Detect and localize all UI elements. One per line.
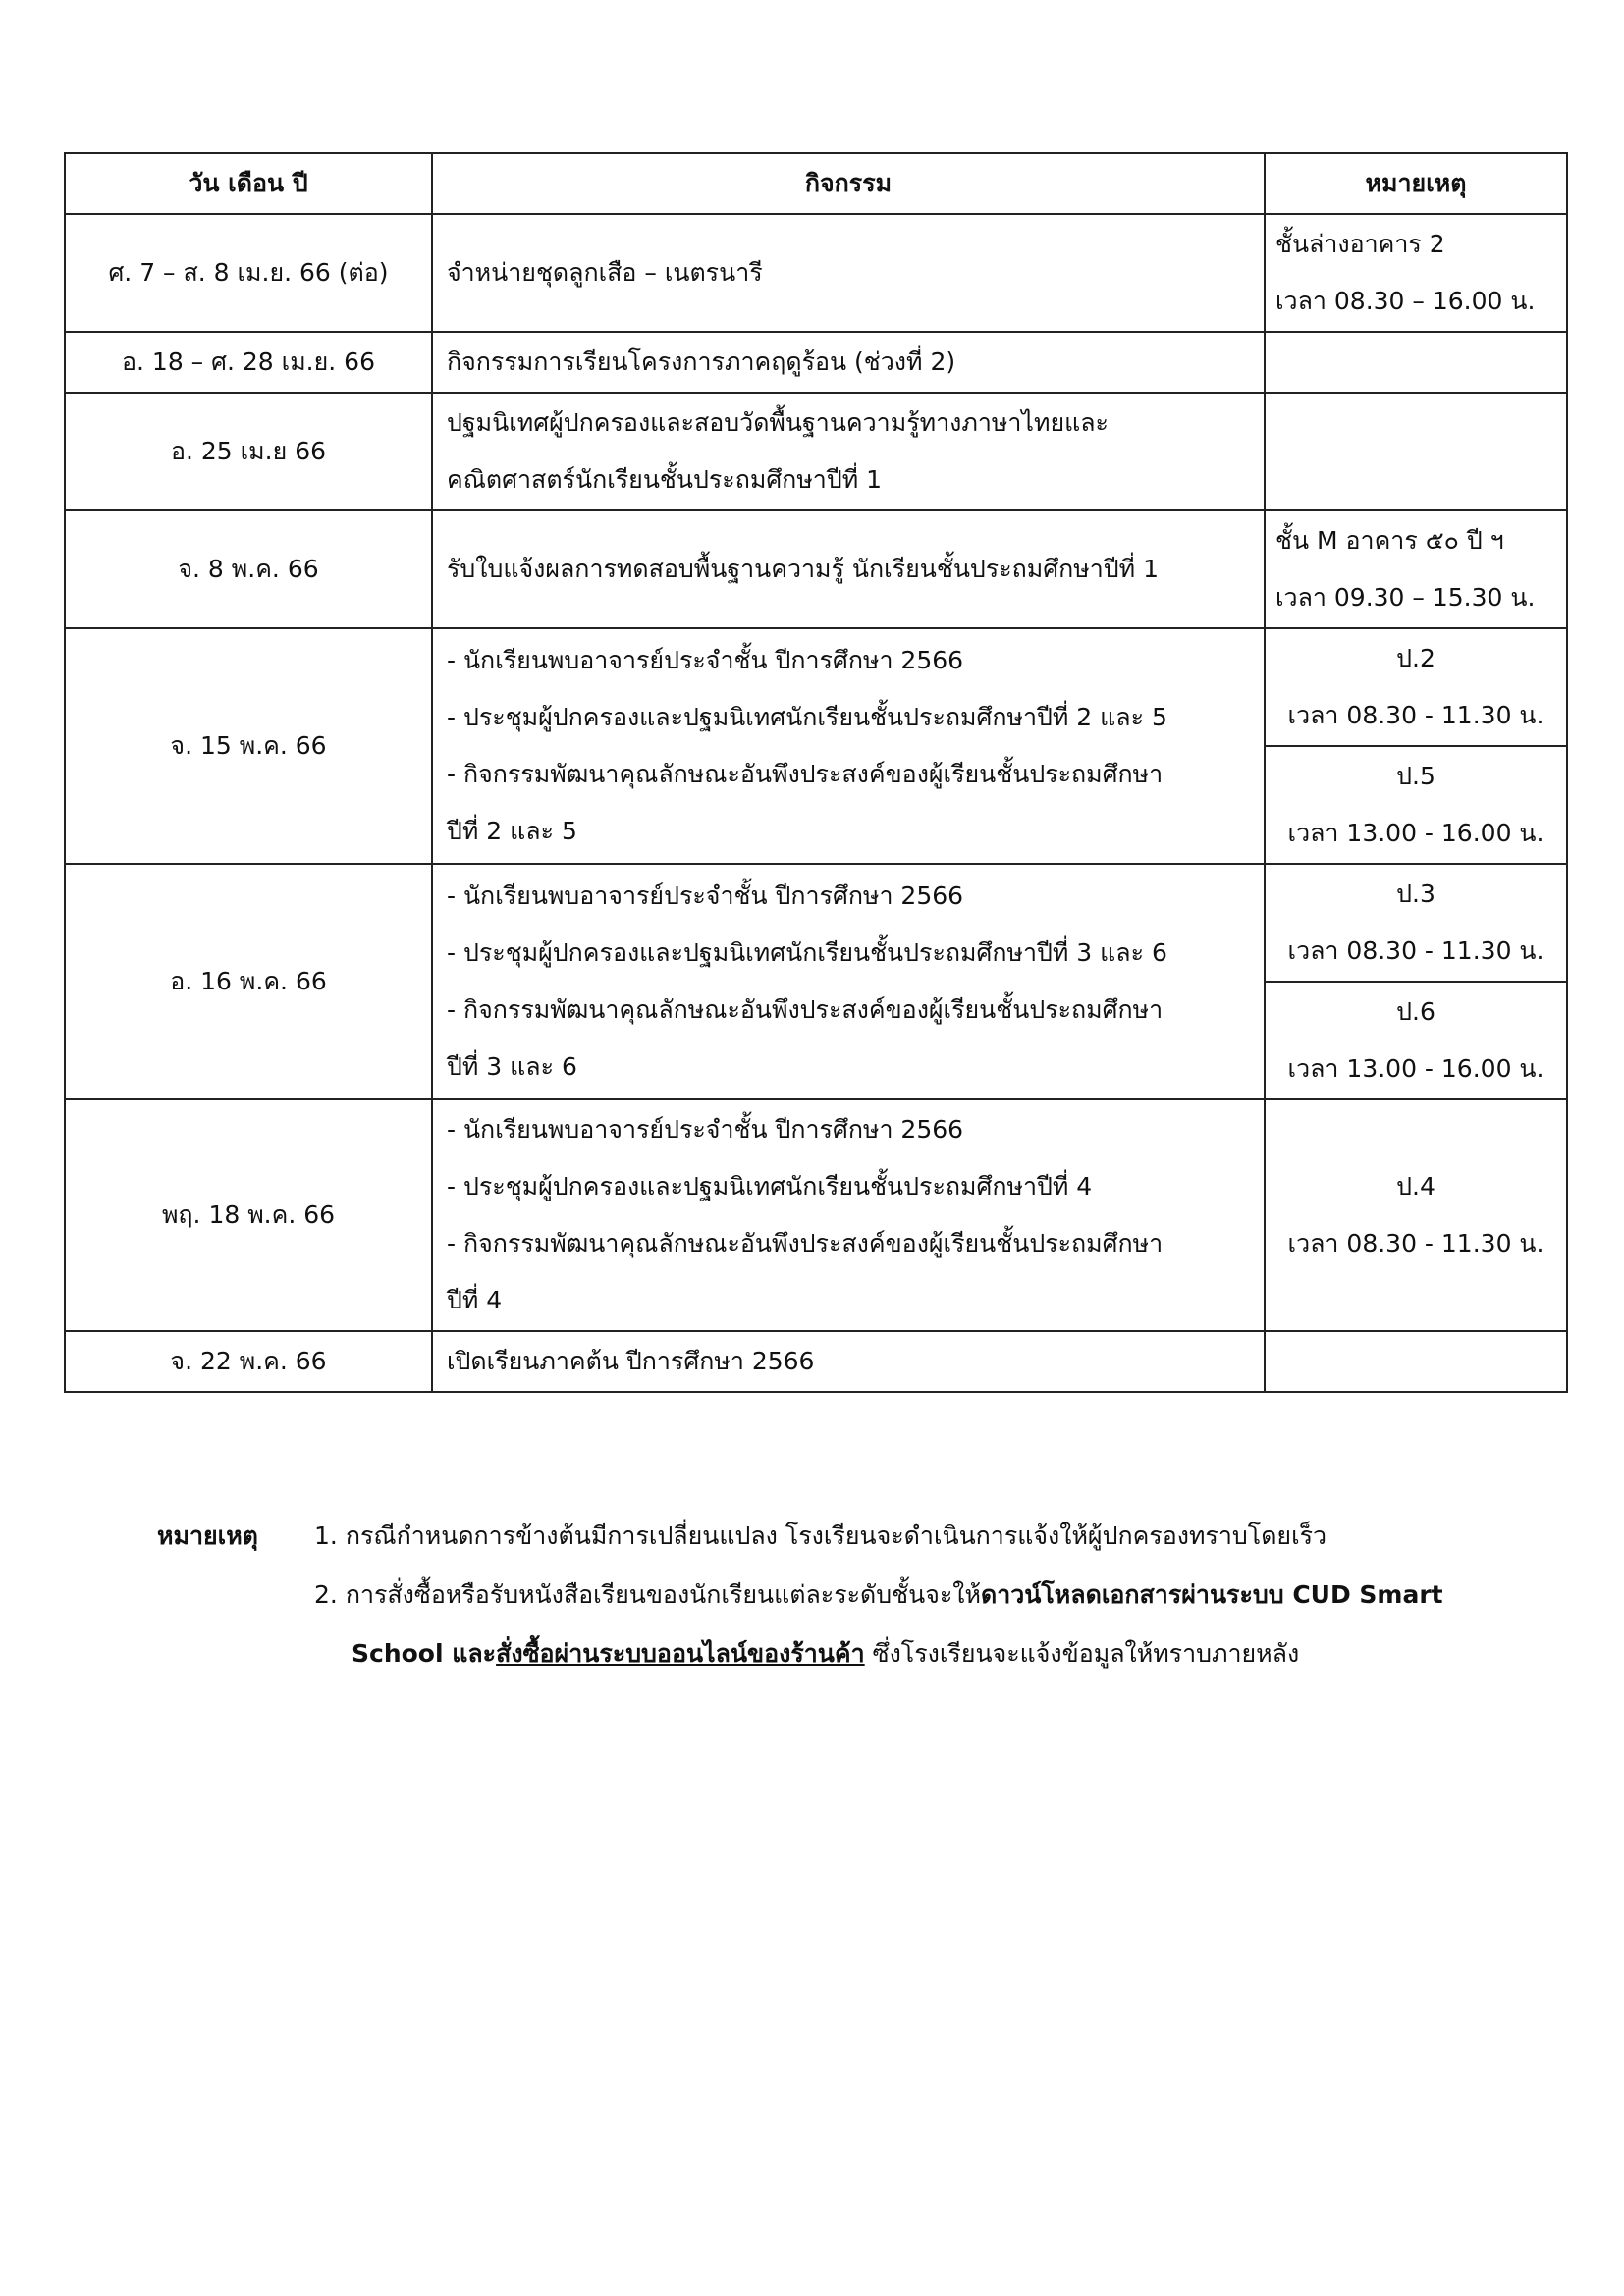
notes-label: หมายเหตุ (157, 1522, 258, 1550)
activity-line: - กิจกรรมพัฒนาคุณลักษณะอันพึงประสงค์ของผู้เรียนชั้นประถมศึกษา (447, 995, 1164, 1024)
table-header-row (65, 153, 1567, 214)
activity-line: ปีที่ 2 และ 5 (447, 817, 577, 845)
remark-line: เวลา 08.30 - 11.30 น. (1287, 701, 1544, 729)
date-cell: จ. 15 พ.ค. 66 (65, 628, 432, 864)
activity-cell (432, 1331, 1265, 1392)
note-text: กรณีกำหนดการข้างต้นมีการเปลี่ยนแปลง โรงเรียนจะดำเนินการแจ้งให้ผู้ปกครองทราบโดยเร็ว (345, 1522, 1327, 1550)
activity-cell (432, 864, 1265, 1099)
remark-line: เวลา 13.00 - 16.00 น. (1287, 819, 1544, 847)
table-row (65, 1331, 1567, 1392)
date-cell: พฤ. 18 พ.ค. 66 (65, 1099, 432, 1331)
note-item (314, 1566, 1483, 1683)
remark-cell (1265, 1099, 1567, 1331)
activity-cell (432, 332, 1265, 393)
table-row (65, 332, 1567, 393)
activity-line: - กิจกรรมพัฒนาคุณลักษณะอันพึงประสงค์ของผู้เรียนชั้นประถมศึกษา (447, 1229, 1164, 1257)
note-item (314, 1507, 1483, 1566)
remark-cell (1265, 332, 1567, 393)
remark-line: เวลา 08.30 – 16.00 น. (1275, 287, 1536, 315)
remark-line: ป.6 (1396, 997, 1435, 1026)
header-date: วัน เดือน ปี (65, 153, 432, 214)
note-underlined-text: สั่งซื้อผ่านระบบออนไลน์ของร้านค้า (496, 1639, 865, 1668)
date-cell: อ. 18 – ศ. 28 เม.ย. 66 (65, 332, 432, 393)
table-row (65, 1099, 1567, 1331)
date-cell: ศ. 7 – ส. 8 เม.ย. 66 (ต่อ) (65, 214, 432, 332)
activity-line: คณิตศาสตร์นักเรียนชั้นประถมศึกษาปีที่ 1 (447, 465, 883, 494)
remark-cell (1265, 864, 1567, 982)
table-row (65, 510, 1567, 628)
remark-cell (1265, 982, 1567, 1099)
table-row (65, 628, 1567, 746)
activity-line: - ประชุมผู้ปกครองและปฐมนิเทศนักเรียนชั้นประถมศึกษาปีที่ 2 และ 5 (447, 703, 1167, 731)
remark-line: ชั้น M อาคาร ๕๐ ปี ฯ (1275, 526, 1504, 555)
activity-line: จำหน่ายชุดลูกเสือ – เนตรนารี (447, 258, 763, 287)
activity-line: ปฐมนิเทศผู้ปกครองและสอบวัดพื้นฐานความรู้ทางภาษาไทยและ (447, 408, 1109, 437)
date-cell: อ. 16 พ.ค. 66 (65, 864, 432, 1099)
activity-line: - นักเรียนพบอาจารย์ประจำชั้น ปีการศึกษา 2566 (447, 881, 964, 910)
remark-line: ป.4 (1396, 1172, 1435, 1201)
table-row (65, 214, 1567, 332)
header-activity: กิจกรรม (432, 153, 1265, 214)
remark-line: ป.2 (1396, 644, 1435, 672)
activity-cell (432, 510, 1265, 628)
activity-line: กิจกรรมการเรียนโครงการภาคฤดูร้อน (ช่วงที่ 2) (447, 347, 956, 376)
note-number: 1. (314, 1522, 338, 1550)
activity-cell (432, 214, 1265, 332)
activity-cell (432, 393, 1265, 510)
remark-line: เวลา 08.30 - 11.30 น. (1287, 1229, 1544, 1257)
remark-line: ป.3 (1396, 880, 1435, 908)
activity-line: เปิดเรียนภาคต้น ปีการศึกษา 2566 (447, 1347, 815, 1375)
activity-line: ปีที่ 4 (447, 1286, 503, 1314)
activity-line: - นักเรียนพบอาจารย์ประจำชั้น ปีการศึกษา 2566 (447, 646, 964, 674)
activity-cell (432, 628, 1265, 864)
note-text: การสั่งซื้อหรือรับหนังสือเรียนของนักเรียนแต่ละระดับชั้นจะให้ (345, 1580, 981, 1609)
remark-cell (1265, 510, 1567, 628)
remark-cell (1265, 628, 1567, 746)
remark-cell (1265, 393, 1567, 510)
date-cell: อ. 25 เม.ย 66 (65, 393, 432, 510)
remark-line: ป.5 (1396, 762, 1435, 790)
activity-cell (432, 1099, 1265, 1331)
remark-line: เวลา 09.30 – 15.30 น. (1275, 583, 1536, 612)
date-cell: จ. 8 พ.ค. 66 (65, 510, 432, 628)
activity-line: - ประชุมผู้ปกครองและปฐมนิเทศนักเรียนชั้นประถมศึกษาปีที่ 3 และ 6 (447, 938, 1167, 967)
remark-cell (1265, 1331, 1567, 1392)
activity-line: - กิจกรรมพัฒนาคุณลักษณะอันพึงประสงค์ของผู้เรียนชั้นประถมศึกษา (447, 760, 1164, 788)
activity-line: - ประชุมผู้ปกครองและปฐมนิเทศนักเรียนชั้นประถมศึกษาปีที่ 4 (447, 1172, 1093, 1201)
note-number: 2. (314, 1580, 338, 1609)
note-bold-text: ดาวน์โหลดเอกสารผ่านระบบ CUD Smart School และ (352, 1580, 1443, 1668)
activity-line: ปีที่ 3 และ 6 (447, 1052, 577, 1081)
remark-cell (1265, 214, 1567, 332)
table-row (65, 864, 1567, 982)
notes-list (314, 1507, 1483, 1683)
date-cell: จ. 22 พ.ค. 66 (65, 1331, 432, 1392)
activity-line: - นักเรียนพบอาจารย์ประจำชั้น ปีการศึกษา 2566 (447, 1115, 964, 1144)
remark-line: ชั้นล่างอาคาร 2 (1275, 230, 1445, 258)
remark-cell (1265, 746, 1567, 864)
activity-line: รับใบแจ้งผลการทดสอบพื้นฐานความรู้ นักเรียนชั้นประถมศึกษาปีที่ 1 (447, 555, 1159, 583)
header-remark: หมายเหตุ (1265, 153, 1567, 214)
remark-line: เวลา 08.30 - 11.30 น. (1287, 936, 1544, 965)
schedule-table (64, 152, 1568, 1393)
remark-line: เวลา 13.00 - 16.00 น. (1287, 1054, 1544, 1083)
table-row (65, 393, 1567, 510)
note-text: ซึ่งโรงเรียนจะแจ้งข้อมูลให้ทราบภายหลัง (864, 1639, 1300, 1668)
